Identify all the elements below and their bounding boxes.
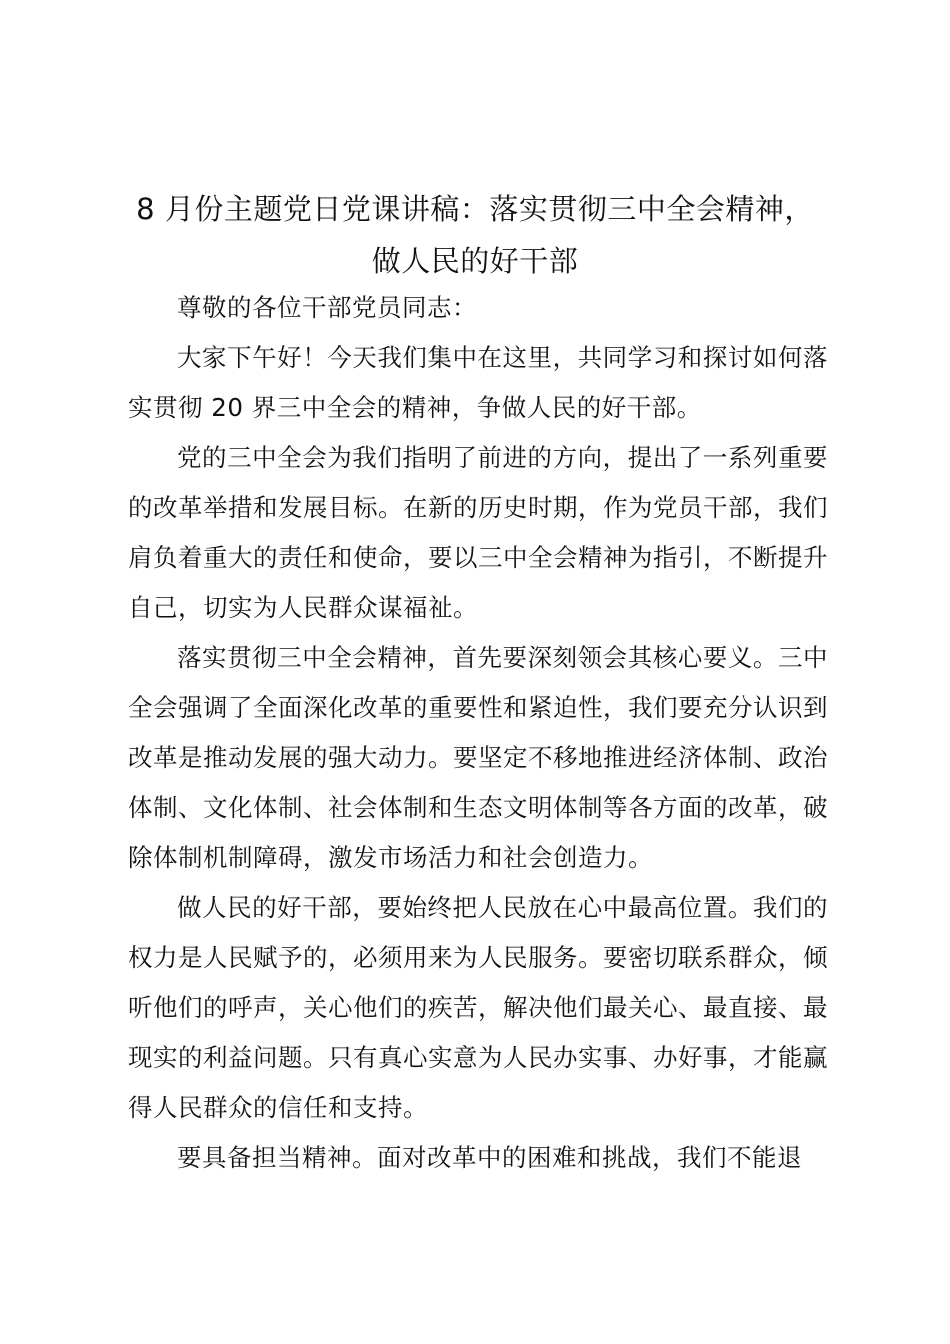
paragraph-5: 要具备担当精神。面对改革中的困难和挑战，我们不能退	[177, 1143, 802, 1172]
paragraph-3: 落实贯彻三中全会精神，首先要深刻领会其核心要义。三中全会强调了全面深化改革的重要性和紧迫性，我们要充分认识到改革是推动发展的强大动力。要坚定不移地推进经济体制、政治体制、文化体制、社会体制和生态文明体制等各方面的改革，破除体制机制障碍，激发市场活力和社会创造力。	[128, 643, 828, 872]
paragraph-2: 党的三中全会为我们指明了前进的方向，提出了一系列重要的改革举措和发展目标。在新的历史时期，作为党员干部，我们肩负着重大的责任和使命，要以三中全会精神为指引，不断提升自己，切实为人民群众谋福祉。	[128, 443, 828, 622]
document-body	[128, 283, 828, 1183]
salutation: 尊敬的各位干部党员同志：	[177, 293, 477, 322]
paragraph-1: 大家下午好！今天我们集中在这里，共同学习和探讨如何落实贯彻 20 界三中全会的精神，争做人民的好干部。	[128, 343, 828, 422]
paragraph-4: 做人民的好干部，要始终把人民放在心中最高位置。我们的权力是人民赋予的，必须用来为人民服务。要密切联系群众，倾听他们的呼声，关心他们的疾苦，解决他们最关心、最直接、最现实的利益问题。只有真心实意为人民办实事、办好事，才能赢得人民群众的信任和支持。	[128, 893, 828, 1122]
document-title: 8 月份主题党日党课讲稿：落实贯彻三中全会精神，做人民的好干部	[136, 192, 814, 278]
